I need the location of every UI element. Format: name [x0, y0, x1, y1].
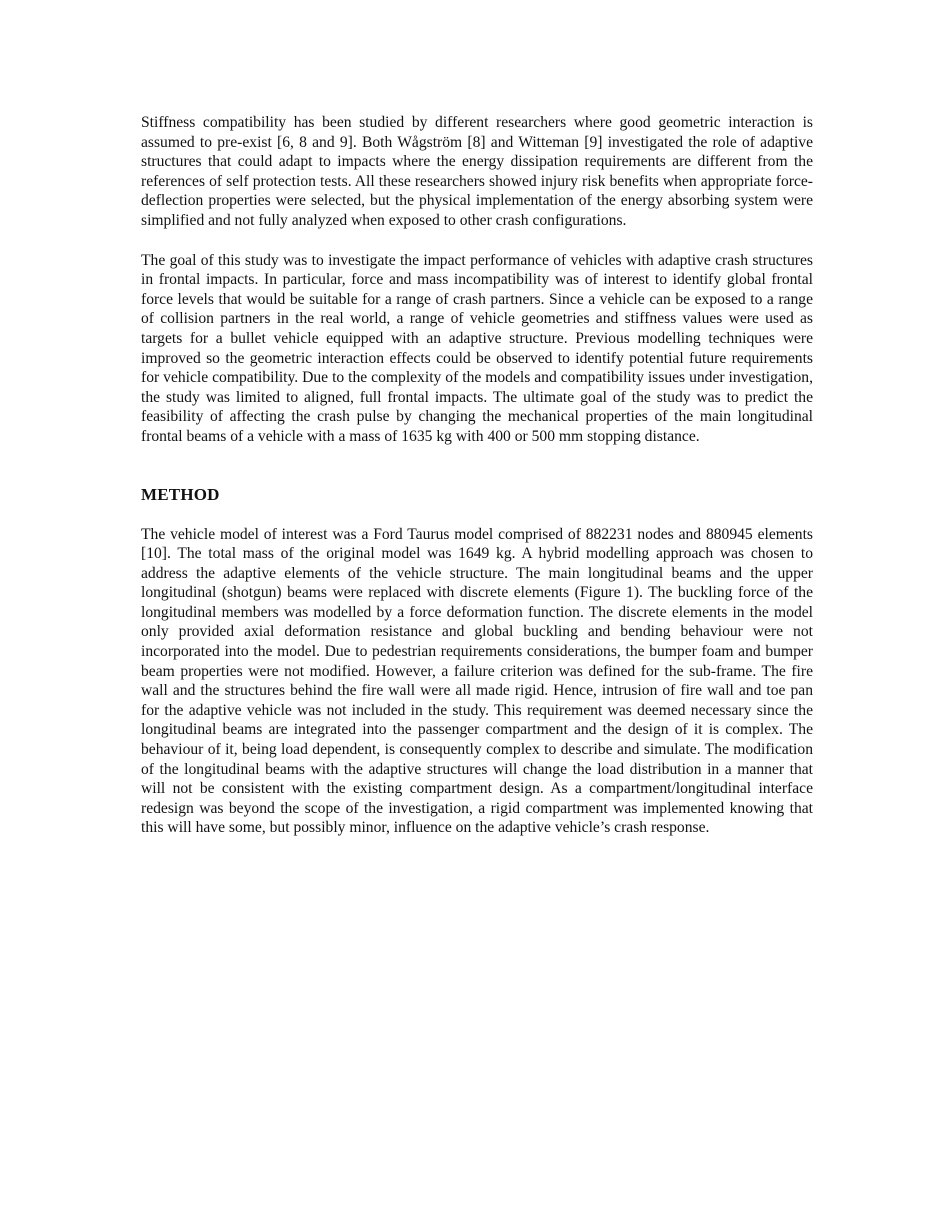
document-page: [141, 113, 813, 838]
paragraph-study-goal: The goal of this study was to investigate the impact performance of vehicles with adaptive crash structures in frontal impacts. In particular, force and mass incompatibility was of interest to identify global frontal force levels that would be suitable for a range of crash partners. Since a vehicle can be exposed to a range of collision partners in the real world, a range of vehicle geometries and stiffness values were used as targets for a bullet vehicle equipped with an adaptive structure. Previous modelling techniques were improved so the geometric interaction effects could be observed to identify potential future requirements for vehicle compatibility. Due to the complexity of the models and compatibility issues under investigation, the study was limited to aligned, full frontal impacts. The ultimate goal of the study was to predict the feasibility of affecting the crash pulse by changing the mechanical properties of the main longitudinal frontal beams of a vehicle with a mass of 1635 kg with 400 or 500 mm stopping distance.: [141, 251, 813, 445]
section-heading-method: METHOD: [141, 484, 220, 504]
paragraph-method-vehicle-model: The vehicle model of interest was a Ford Taurus model comprised of 882231 nodes and 880945 elements [10]. The total mass of the original model was 1649 kg. A hybrid modelling approach was chosen to address the adaptive elements of the vehicle structure. The main longitudinal beams and the upper longitudinal (shotgun) beams were replaced with discrete elements (Figure 1). The buckling force of the longitudinal members was modelled by a force deformation function. The discrete elements in the model only provided axial deformation resistance and global buckling and bending behaviour were not incorporated into the model. Due to pedestrian requirements considerations, the bumper foam and bumper beam properties were not modified. However, a failure criterion was defined for the sub-frame. The fire wall and the structures behind the fire wall were all made rigid. Hence, intrusion of fire wall and toe pan for the adaptive vehicle was not included in the study. This requirement was deemed necessary since the longitudinal beams are integrated into the passenger compartment and the design of it is complex. The behaviour of it, being load dependent, is consequently complex to describe and simulate. The modification of the longitudinal beams with the adaptive structures will change the load distribution in a manner that will not be consistent with the existing compartment design. As a compartment/longitudinal interface redesign was beyond the scope of the investigation, a rigid compartment was implemented knowing that this will have some, but possibly minor, influence on the adaptive vehicle’s crash response.: [141, 525, 813, 837]
paragraph-stiffness-compatibility: Stiffness compatibility has been studied by different researchers where good geometric interaction is assumed to pre-exist [6, 8 and 9]. Both Wågström [8] and Witteman [9] investigated the role of adaptive structures that could adapt to impacts where the energy dissipation requirements are different from the references of self protection tests. All these researchers showed injury risk benefits when appropriate force-deflection properties were selected, but the physical implementation of the energy absorbing system were simplified and not fully analyzed when exposed to other crash configurations.: [141, 114, 813, 229]
